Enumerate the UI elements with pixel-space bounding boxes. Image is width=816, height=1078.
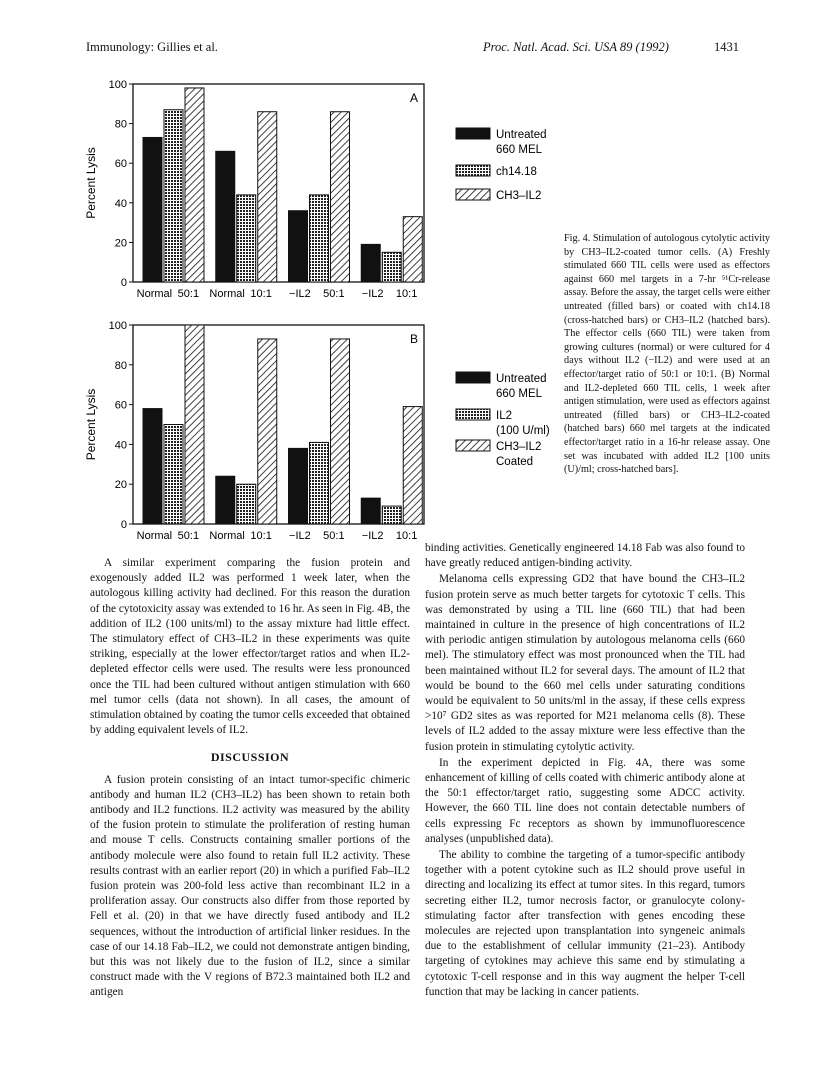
x-tick-label: 50:1 bbox=[323, 530, 345, 542]
x-tick-label: −IL2 bbox=[361, 288, 384, 300]
y-tick-label: 60 bbox=[114, 158, 127, 171]
bar bbox=[237, 484, 256, 524]
y-tick-label: 20 bbox=[114, 237, 127, 250]
legend-label: Untreated bbox=[496, 129, 547, 141]
paragraph: A fusion protein consisting of an intact tumor-specific chimeric antibody and human IL2 (CH3–IL2) has been shown to retain both antibody and IL2 functions. IL2 activity was measured by the ability of the fusion protein to stimulate the proliferation of resting human and mouse T cells. Constructs containing smaller portions of the antibody molecule were also found to retain full IL2 activity. These results contrast with an earlier report (20) in which a purified Fab–IL2 fusion protein was 200-fold less active than recombinant IL2 in a proliferation assay. Our constructs also differ from those reported by Fell et al. (20) in that we have directly fused antibody and IL2 sequences, without the introduction of artificial linker residues. In the case of our 14.18 Fab–IL2, we could not demonstrate antigen binding, but this was not likely due to the fusion of IL2, since a similar construct made with the V regions of B72.3 maintained both IL2 and antigen bbox=[90, 773, 410, 999]
page-number: 1431 bbox=[714, 40, 739, 54]
bar bbox=[403, 407, 422, 524]
x-tick-label: −IL2 bbox=[289, 530, 311, 542]
bar bbox=[331, 112, 350, 282]
y-tick-label: 0 bbox=[120, 277, 127, 289]
chart-panel-b bbox=[84, 320, 550, 542]
paragraph: Melanoma cells expressing GD2 that have bound the CH3–IL2 fusion protein serve as much better targets for cytotoxic T cells. This was demonstrated by using a TIL line (660 TIL) that had been maintained in culture in the presence of high concentrations of IL2 with periodic antigen stimulation by autologous melanoma cells (660 mel). The stimulatory effect was most pronounced when the TIL had been maintained without IL2 for several days. The amount of IL2 that would be bound to the 660 mel cells under saturating conditions would be equivalent to 50 units/ml in the assay, if these cells express >10⁷ GD2 sites as was reported for M21 melanoma cells (8). These levels of IL2 added to the assay mixture were less effective than the fusion protein in stimulating cytolytic activity. bbox=[425, 573, 745, 753]
section-heading: DISCUSSION bbox=[210, 750, 290, 765]
chart-panel-a bbox=[84, 79, 547, 300]
x-tick-label: −IL2 bbox=[361, 530, 384, 542]
right-column bbox=[425, 541, 745, 1001]
legend-swatch bbox=[456, 409, 490, 420]
paragraph: A similar experiment comparing the fusion protein and exogenously added IL2 was performed 1 week later, when the autologous killing activity had declined. For this reason the duration of the cytotoxicity assay was extended to 16 hr. As seen in Fig. 4B, the addition of IL2 (100 units/ml) to the assay mixture had little effect. The stimulatory effect of CH3–IL2 in these experiments was quite striking, especially at the lower effector/target ratios and when IL2-depleted effector cells were used. The results were less pronounced once the TIL had been cultured without antigen stimulation with 660 mel tumor cells (data not shown). In all cases, the amount of stimulation obtained by coating the tumor cells exceeded that obtained by adding equivalent levels of IL2. bbox=[90, 557, 410, 737]
y-tick-label: 80 bbox=[114, 118, 127, 131]
bar bbox=[164, 110, 183, 282]
x-tick-label: 10:1 bbox=[395, 530, 418, 542]
x-tick-label: 50:1 bbox=[177, 530, 200, 542]
panel-label: A bbox=[409, 91, 419, 105]
x-tick-label: 10:1 bbox=[250, 530, 272, 542]
bar bbox=[361, 498, 380, 524]
legend-label: CH3–IL2 bbox=[496, 190, 542, 202]
bar bbox=[143, 137, 162, 282]
y-tick-label: 100 bbox=[108, 320, 127, 332]
y-tick-label: 80 bbox=[114, 359, 127, 372]
legend-label: IL2 bbox=[496, 410, 512, 422]
bar bbox=[143, 409, 162, 524]
x-tick-label: 50:1 bbox=[177, 288, 200, 300]
paragraph: binding activities. Genetically engineered 14.18 Fab was also found to have greatly reduced antigen-binding activity. bbox=[425, 542, 745, 570]
bar bbox=[382, 506, 401, 524]
bar bbox=[331, 339, 350, 524]
legend-swatch bbox=[456, 440, 490, 451]
legend-label: CH3–IL2 bbox=[496, 441, 542, 453]
paragraph: The ability to combine the targeting of a tumor-specific antibody together with a potent cytokine such as IL2 should prove useful in directing and localizing its effect at tumor sites. In this regard, tumors secreting either IL2, tumor necrosis factor, or granulocyte colony-stimulating factor after transfection with genes encoding these molecules are rejected upon transplantation into syngeneic animals due to the establishment of cellular immunity (21–23). Antibody targeting of cytokines may achieve this same end by stimulating a cytotoxic T-cell response and in this way augment the helper T-cell function that may be lacking in cancer patients. bbox=[425, 849, 745, 998]
legend-swatch bbox=[456, 372, 490, 383]
bar bbox=[216, 151, 235, 282]
bar bbox=[164, 425, 183, 525]
legend-label: 660 MEL bbox=[496, 388, 543, 400]
x-tick-label: 50:1 bbox=[323, 288, 345, 300]
legend-swatch bbox=[456, 189, 490, 200]
x-tick-label: Normal bbox=[209, 530, 245, 542]
legend-label: 660 MEL bbox=[496, 144, 543, 156]
y-axis-label: Percent Lysis bbox=[84, 147, 98, 219]
legend-label: (100 U/ml) bbox=[496, 425, 550, 437]
bar bbox=[310, 195, 329, 282]
y-tick-label: 40 bbox=[114, 197, 127, 210]
bar bbox=[237, 195, 256, 282]
x-tick-label: Normal bbox=[136, 530, 173, 542]
figure-caption: Fig. 4. Stimulation of autologous cytolytic activity by CH3–IL2-coated tumor cells. (A) Freshly stimulated 660 TIL cells were used as effectors against 660 mel targets in a 7-hr ⁵¹Cr-release assay. Before the assay, the target cells were either untreated (filled bars) or coated with ch14.18 (cross-hatched bars) or CH3–IL2 (hatched bars). The effector cells (660 TIL) were taken from growing cultures (normal) or were cultured for 4 days without IL2 (−IL2) and were used at an effector/target ratio of 50:1 or 10:1. (B) Normal and IL2-depleted 660 TIL cells, 1 week after antigen stimulation, were used as effectors against untreated (filled bars) or CH3–IL2-coated (hatched bars) 660 mel targets at the indicated effector/target ratio in a 16-hr release assay. One set was incubated with added IL2 [100 units (U)/ml; cross-hatched bars]. bbox=[564, 233, 770, 476]
paragraph: In the experiment depicted in Fig. 4A, there was some enhancement of killing of cells coated with chimeric antibody alone at the 50:1 effector/target ratio, suggesting some ADCC activity. However, the 660 TIL line does not contain detectable numbers of cells expressing Fc receptors as shown by immunofluorescence analyses (unpublished data). bbox=[425, 756, 745, 845]
y-tick-label: 0 bbox=[120, 519, 127, 531]
bar bbox=[216, 476, 235, 524]
x-tick-label: 10:1 bbox=[250, 288, 272, 300]
y-tick-label: 40 bbox=[114, 439, 127, 452]
legend-swatch bbox=[456, 165, 490, 176]
x-tick-label: Normal bbox=[136, 288, 173, 300]
bar bbox=[258, 339, 277, 524]
legend-label: ch14.18 bbox=[496, 166, 537, 178]
bar bbox=[403, 217, 422, 282]
x-tick-label: −IL2 bbox=[289, 288, 311, 300]
bar bbox=[289, 448, 308, 524]
x-tick-label: Normal bbox=[209, 288, 245, 300]
y-tick-label: 100 bbox=[108, 79, 127, 91]
bar bbox=[185, 88, 204, 282]
y-axis-label: Percent Lysis bbox=[84, 388, 98, 461]
running-head-journal: Proc. Natl. Acad. Sci. USA 89 (1992) bbox=[483, 40, 669, 54]
legend-label: Coated bbox=[496, 456, 534, 468]
left-column bbox=[90, 556, 410, 1002]
y-tick-label: 60 bbox=[114, 399, 127, 412]
legend-swatch bbox=[456, 128, 490, 139]
legend-label: Untreated bbox=[496, 373, 547, 385]
running-head-left: Immunology: Gillies et al. bbox=[86, 40, 218, 54]
bar bbox=[382, 252, 401, 282]
x-tick-label: 10:1 bbox=[395, 288, 418, 300]
bar bbox=[185, 325, 204, 524]
y-tick-label: 20 bbox=[114, 479, 127, 492]
panel-label: B bbox=[409, 332, 419, 346]
bar bbox=[310, 442, 329, 524]
bar bbox=[289, 211, 308, 282]
bar bbox=[361, 244, 380, 282]
bar bbox=[258, 112, 277, 282]
